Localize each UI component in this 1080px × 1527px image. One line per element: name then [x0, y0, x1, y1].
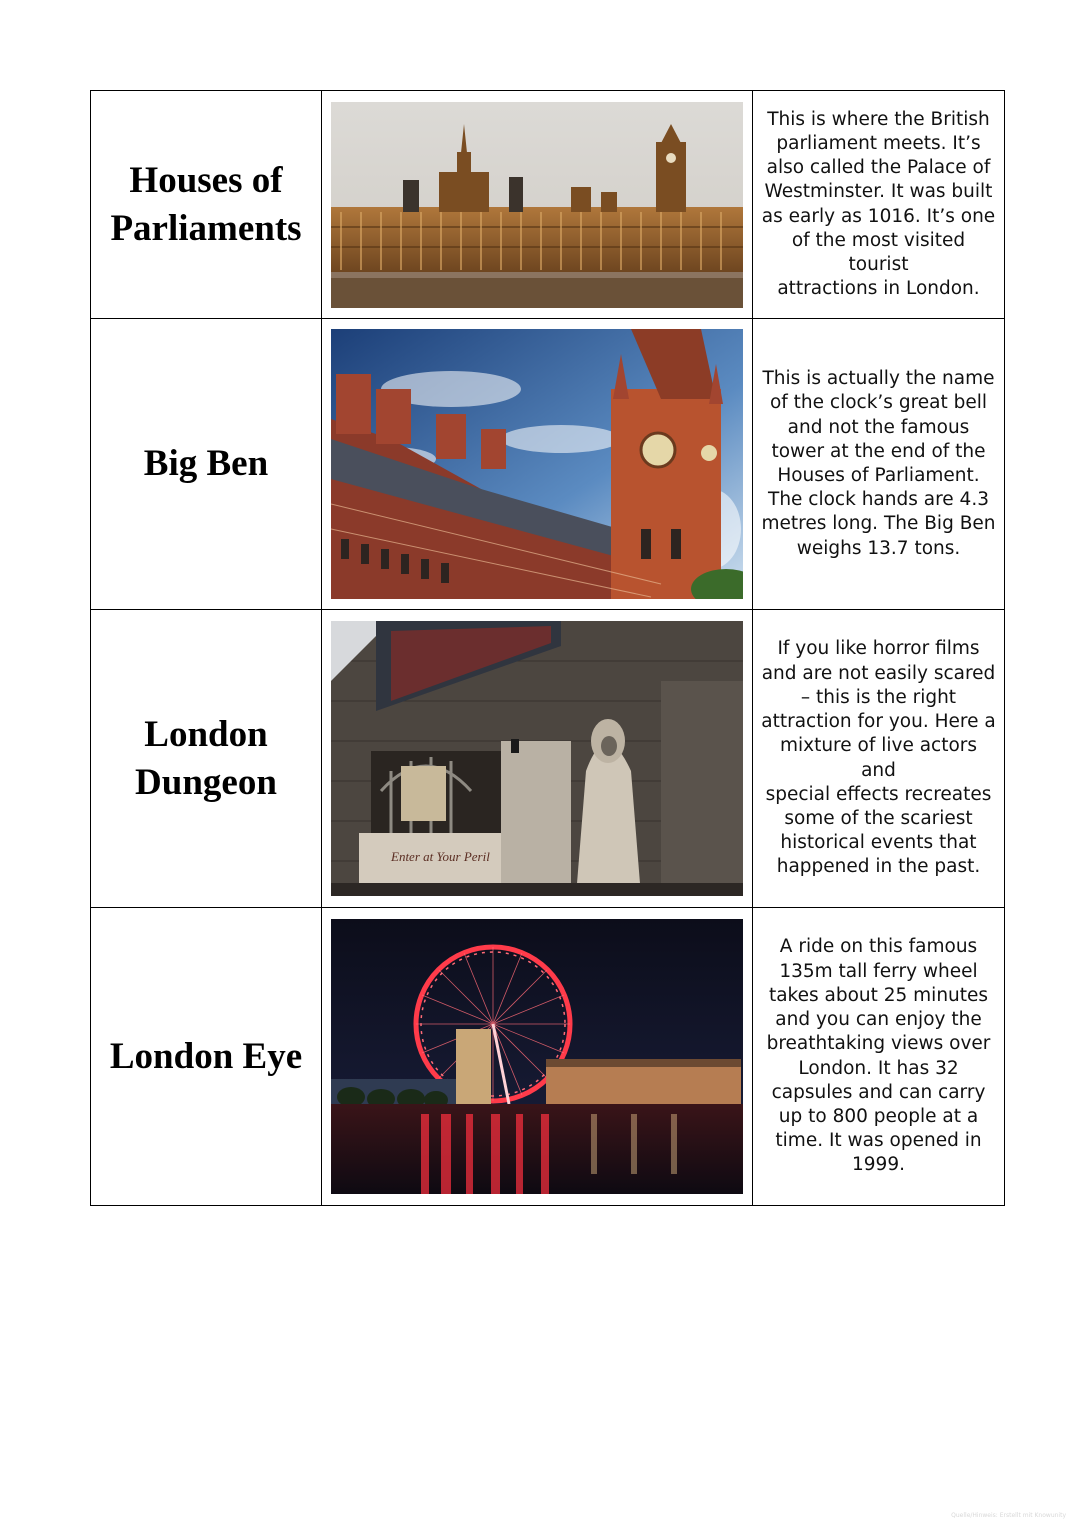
table-row	[91, 610, 1005, 908]
sight-title: Houses of Parliaments	[110, 159, 302, 249]
dungeon-entrance-photo	[331, 621, 743, 896]
title-cell	[91, 91, 322, 319]
table-row	[91, 91, 1005, 319]
image-cell	[322, 908, 753, 1206]
image-cell	[322, 91, 753, 319]
sight-description: A ride on this famous 135m tall ferry wheel takes about 25 minutes and you can enjoy the breathtaking views over London. It has 32 capsules and can carry up to 800 people at a time. It was opened in 1999.	[766, 936, 991, 1176]
title-cell	[91, 610, 322, 908]
sights-table	[90, 90, 1005, 1206]
description-cell	[753, 319, 1005, 610]
gothic-clocktower-photo	[331, 329, 743, 599]
sight-title: London Eye	[109, 1035, 303, 1077]
sight-title: Big Ben	[143, 443, 269, 484]
description-cell	[753, 908, 1005, 1206]
sight-description: This is where the British parliament meets. It’s also called the Palace of Westminster. It was built as early as 1016. It’s one of the most visited tourist attractions in London.	[761, 108, 996, 300]
description-cell	[753, 91, 1005, 319]
sight-title: London Dungeon	[135, 713, 277, 803]
parliament-photo	[331, 102, 743, 308]
table-row	[91, 908, 1005, 1206]
image-cell	[322, 610, 753, 908]
sight-description: This is actually the name of the clock’s great bell and not the famous tower at the end of the Houses of Parliament. The clock hands are 4.3 metres long. The Big Ben weighs 13.7 tons.	[761, 368, 996, 559]
sight-description: If you like horror films and are not easily scared – this is the right attraction for you. Here a mixture of live actors and special effects recreates some of the scariest historical events that happened in the past.	[761, 638, 996, 878]
description-cell	[753, 610, 1005, 908]
title-cell	[91, 319, 322, 610]
image-cell	[322, 319, 753, 610]
title-cell	[91, 908, 322, 1206]
dungeon-sign: Enter at Your Peril	[391, 849, 490, 864]
london-eye-night-photo	[331, 919, 743, 1194]
table-row	[91, 319, 1005, 610]
footer-note: Quelle/Hinweis: Erstellt mit Knowunity	[951, 1512, 1066, 1519]
